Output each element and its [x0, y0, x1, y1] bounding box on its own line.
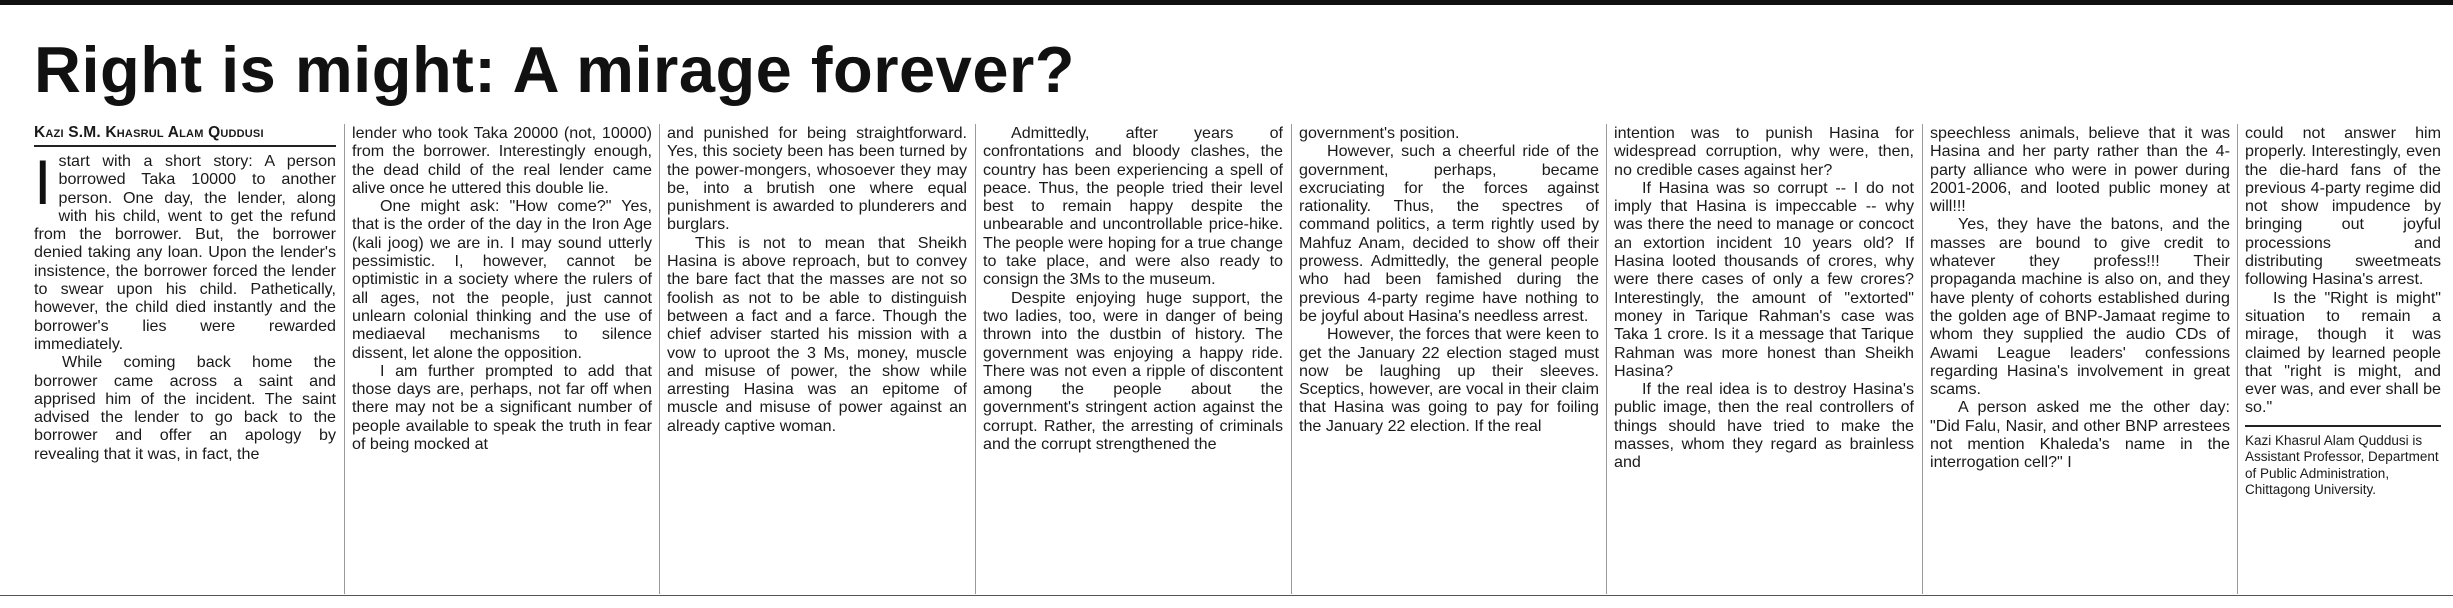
paragraph: Is the "Right is might" situation to remain a mirage, though it was claimed by learned people that "right is might, and ever was, and ever shall be so." [2245, 288, 2441, 417]
paragraph: However, the forces that were keen to get the January 22 election staged must now be laughing up their sleeves. Sceptics, however, are vocal in their claim that Hasina was going to pay for foiling the January 22 election. If the real [1299, 325, 1599, 435]
column-divider [1291, 124, 1292, 594]
article-column-6 [1614, 124, 1914, 594]
column-divider [344, 124, 345, 594]
author-bio: Kazi Khasrul Alam Quddusi is Assistant Professor, Department of Public Administration, Chittagong University. [2245, 425, 2441, 499]
paragraph: Yes, they have the batons, and the masses are bound to give credit to whatever they profess!!! Their propaganda machine is also on, and they have plenty of cohorts established during the golden age of BNP-Jamaat regime to whom they supplied the audio CDs of Awami League leaders' confessions regarding Hasina's involvement in great scams. [1930, 215, 2230, 399]
paragraph: If the real idea is to destroy Hasina's public image, then the real controllers of things should have tried to make the masses, whom they regard as brainless and [1614, 380, 1914, 472]
article-column-2 [352, 124, 652, 594]
article-column-7 [1930, 124, 2230, 594]
paragraph: lender who took Taka 20000 (not, 10000) from the borrower. Interestingly enough, the dead child of the real lender came alive once he uttered this double lie. [352, 124, 652, 197]
article-column-8 [2245, 124, 2441, 594]
paragraph: could not answer him properly. Interestingly, even the die-hard fans of the previous 4-party regime did not show impudence by bringing out joyful processions and distributing sweetmeats following Hasina's arrest. [2245, 124, 2441, 289]
paragraph: If Hasina was so corrupt -- I do not imply that Hasina is impeccable -- why was there the need to manage or concoct an extortion incident 10 years old? If Hasina looted thousands of crores, why were there cases of only a few crores? Interestingly, the amount of "extorted" money in Tarique Rahman's case was Taka 1 crore. Is it a message that Tarique Rahman was more honest than Sheikh Hasina? [1614, 178, 1914, 380]
paragraph: This is not to mean that Sheikh Hasina is above reproach, but to convey the bare fact that the masses are not so foolish as not to be able to distinguish between a fact and a farce. Though the chief adviser started his mission with a vow to uproot the 3 Ms, money, muscle and misuse of power, the show while arresting Hasina was an epitome of muscle and misuse of power against an already captive woman. [667, 233, 967, 435]
paragraph: government's position. [1299, 124, 1460, 142]
bottom-rule [0, 595, 2453, 596]
article-column-3 [667, 124, 967, 594]
paragraph: Despite enjoying huge support, the two ladies, too, were in danger of being thrown into the dustbin of history. The government was enjoying a happy ride. There was not even a ripple of discontent among the people about the government's stringent action against the corrupt. Rather, the arresting of criminals and the corrupt strengthened the [983, 288, 1283, 454]
headline: Right is might: A mirage forever? [34, 33, 1075, 106]
paragraph: A person asked me the other day: "Did Falu, Nasir, and other BNP arrestees not mention Khaleda's name in the interrogation cell?" I [1930, 398, 2230, 472]
column-divider [659, 124, 660, 594]
paragraph: One might ask: "How come?" Yes, that is the order of the day in the Iron Age (kali joog) we are in. I may sound utterly pessimistic. I, however, cannot be optimistic in a society where the rulers of all ages, not the people, just cannot unlearn colonial thinking and the use of mediaeval mechanisms to silence dissent, let alone the opposition. [352, 197, 652, 362]
column-divider [2237, 124, 2238, 594]
paragraph: intention was to punish Hasina for widespread corruption, why were, then, no credible cases against her? [1614, 124, 1914, 179]
top-rule [0, 0, 2453, 5]
column-divider [1922, 124, 1923, 594]
byline: Kazi S.M. Khasrul Alam Quddusi [34, 124, 336, 147]
paragraph: and punished for being straightforward. Yes, this society been has been turned by the power-mongers, whosoever they may be, into a brutish one where equal punishment is awarded to plunderers and burglars. [667, 124, 967, 234]
column-divider [975, 124, 976, 594]
paragraph: Istart with a short story: A person borrowed Taka 10000 to another person. One day, the lender, along with his child, went to get the refund from the borrower. But, the borrower denied taking any loan. Upon the lender's insistence, the borrower forced the lender to swear upon his child. Pathetically, however, the child died instantly and the borrower's lies were rewarded immediately. [34, 148, 336, 353]
paragraph: While coming back home the borrower came across a saint and apprised him of the incident. The saint advised the lender to go back to the borrower and offer an apology by revealing that it was, in fact, the [34, 353, 336, 463]
article-column-4 [983, 124, 1283, 594]
paragraph: However, such a cheerful ride of the government, perhaps, became excruciating for the forces against rationality. Thus, the spectres of command politics, a term rightly used by Mahfuz Anam, decided to show off their prowess. Admittedly, the general people who had been famished during the previous 4-party regime have nothing to be joyful about Hasina's needless arrest. [1299, 142, 1599, 325]
article-column-5 [1299, 124, 1599, 594]
article-column-1 [34, 124, 336, 594]
column-divider [1606, 124, 1607, 594]
paragraph: speechless animals, believe that it was Hasina and her party rather than the 4-party alliance who were in power during 2001-2006, and looted public money at will!!! [1930, 124, 2230, 216]
paragraph: I am further prompted to add that those days are, perhaps, not far off when there may not be a significant number of people available to speak the truth in fear of being mocked at [352, 361, 652, 454]
paragraph: Admittedly, after years of confrontations and bloody clashes, the country has been experiencing a spell of peace. Thus, the people tried their level best to remain happy despite the unbearable and uncontrollable price-hike. The people were hoping for a true change to take place, and were also ready to consign the 3Ms to the museum. [983, 124, 1283, 289]
drop-cap: I [34, 148, 52, 218]
